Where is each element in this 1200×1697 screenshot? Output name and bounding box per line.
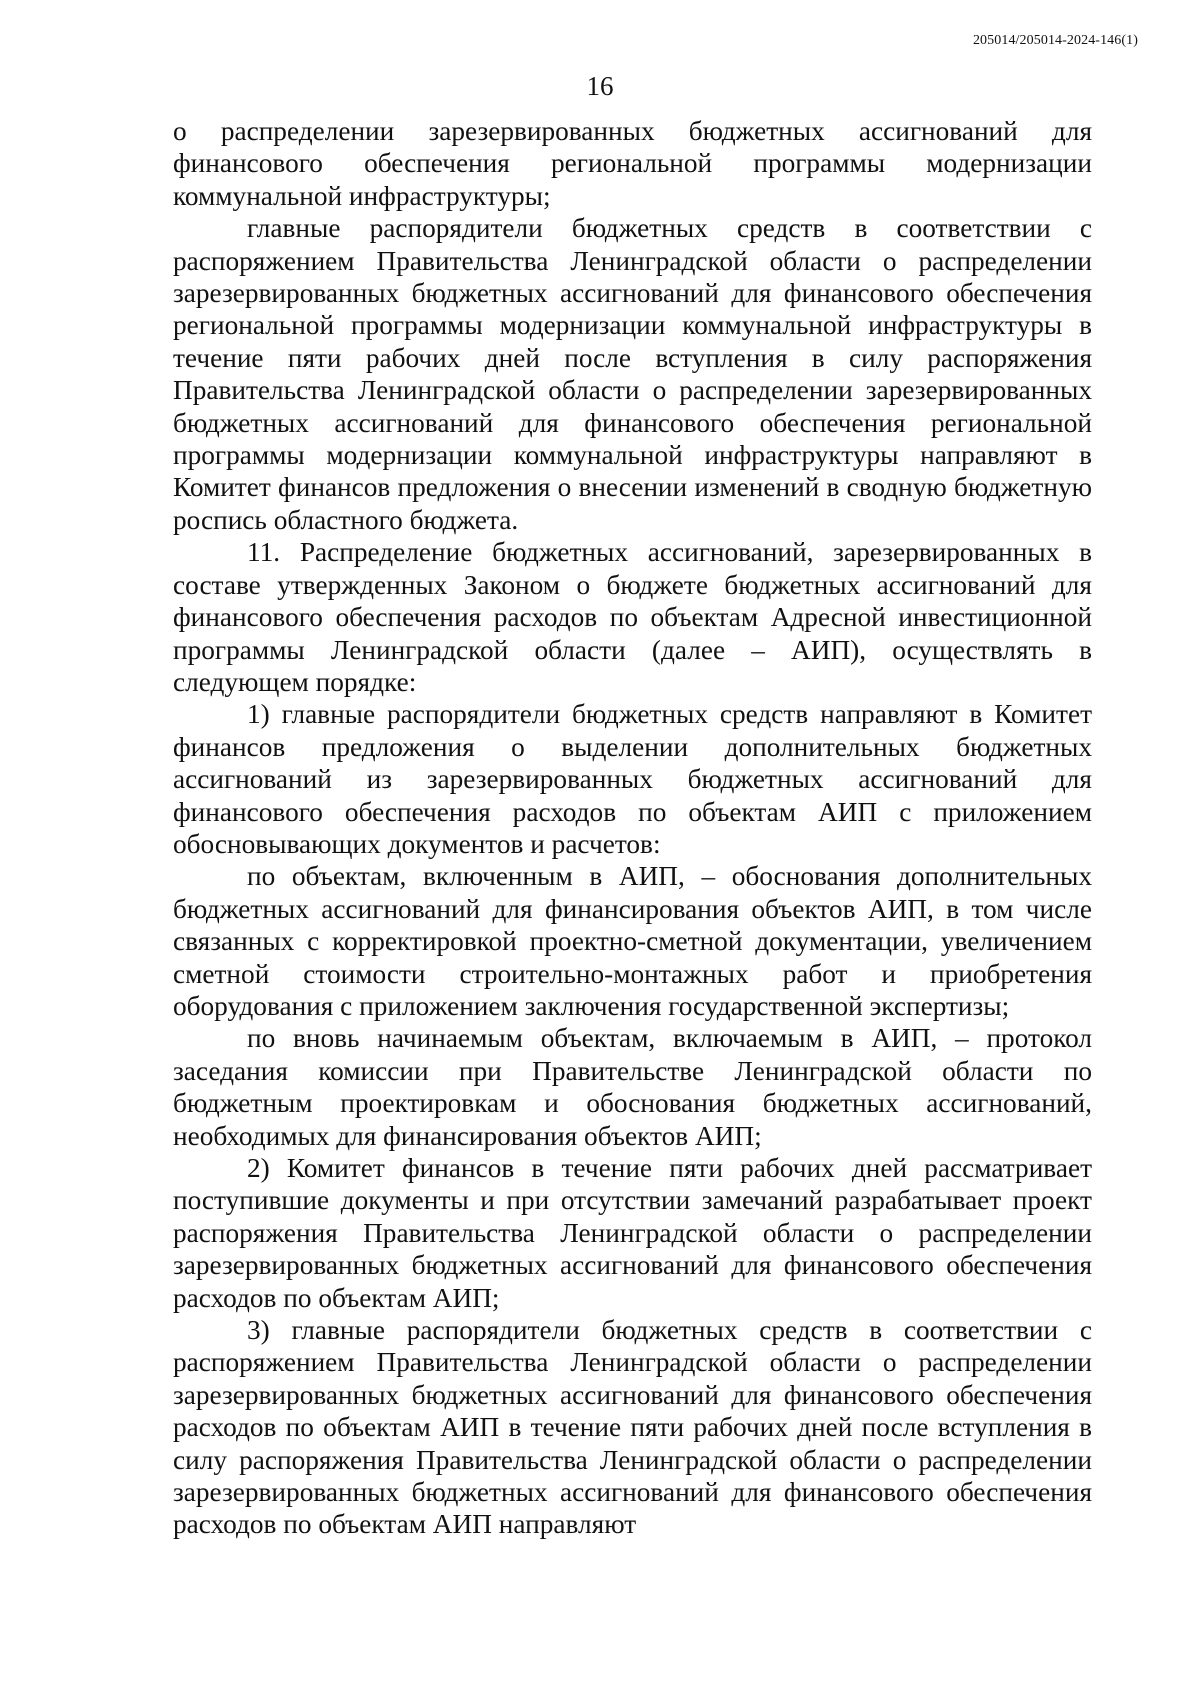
- paragraph: по объектам, включенным в АИП, – обоснования дополнительных бюджетных ассигнований для финансирования объектов АИП, в том числе связанных с корректировкой проектно-сметной документации, увеличением сметной стоимости строительно-монтажных работ и приобретения оборудования с приложением заключения государственной экспертизы;: [173, 861, 1092, 1021]
- document-id: 205014/205014-2024-146(1): [972, 33, 1138, 48]
- paragraph: главные распорядители бюджетных средств в соответствии с распоряжением Правительства Ленинградской области о распределении зарезервированных бюджетных ассигнований для финансового обеспечения региональной программы модернизации коммунальной инфраструктуры в течение пяти рабочих дней после вступления в силу распоряжения Правительства Ленинградской области о распределении зарезервированных бюджетных ассигнований для финансового обеспечения региональной программы модернизации коммунальной инфраструктуры направляют в Комитет финансов предложения о внесении изменений в сводную бюджетную роспись областного бюджета.: [173, 213, 1092, 535]
- page-number: 16: [586, 71, 614, 101]
- document-body: [173, 115, 1092, 1541]
- paragraph: о распределении зарезервированных бюджетных ассигнований для финансового обеспечения региональной программы модернизации коммунальной инфраструктуры;: [173, 116, 1092, 211]
- paragraph: 11. Распределение бюджетных ассигнований, зарезервированных в составе утвержденных Законом о бюджете бюджетных ассигнований для финансового обеспечения расходов по объектам Адресной инвестиционной программы Ленинградской области (далее – АИП), осуществлять в следующем порядке:: [173, 537, 1092, 697]
- paragraph: по вновь начинаемым объектам, включаемым в АИП, – протокол заседания комиссии при Правительстве Ленинградской области по бюджетным проектировкам и обоснования бюджетных ассигнований, необходимых для финансирования объектов АИП;: [173, 1023, 1092, 1151]
- list-item: 1) главные распорядители бюджетных средств направляют в Комитет финансов предложения о выделении дополнительных бюджетных ассигнований из зарезервированных бюджетных ассигнований для финансового обеспечения расходов по объектам АИП с приложением обосновывающих документов и расчетов:: [173, 699, 1092, 859]
- list-item: 2) Комитет финансов в течение пяти рабочих дней рассматривает поступившие документы и при отсутствии замечаний разрабатывает проект распоряжения Правительства Ленинградской области о распределении зарезервированных бюджетных ассигнований для финансового обеспечения расходов по объектам АИП;: [173, 1153, 1092, 1313]
- list-item: 3) главные распорядители бюджетных средств в соответствии с распоряжением Правительства Ленинградской области о распределении зарезервированных бюджетных ассигнований для финансового обеспечения расходов по объектам АИП в течение пяти рабочих дней после вступления в силу распоряжения Правительства Ленинградской области о распределении зарезервированных бюджетных ассигнований для финансового обеспечения расходов по объектам АИП направляют: [173, 1315, 1092, 1540]
